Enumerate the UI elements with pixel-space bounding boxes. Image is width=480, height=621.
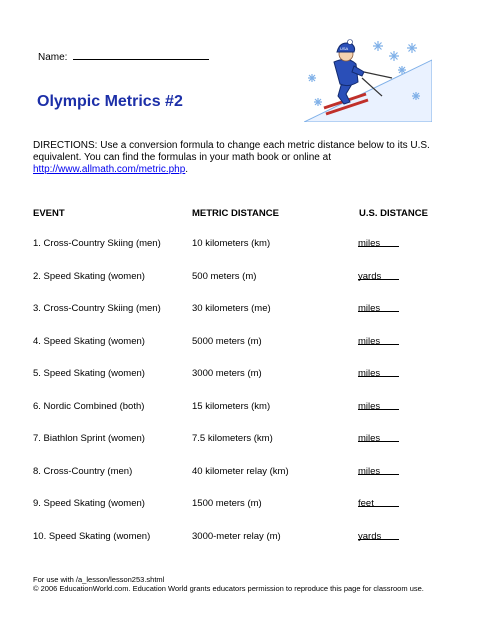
directions-text: DIRECTIONS: Use a conversion formula to change each metric distance below to its U.S. equivalent. You can find the formulas in your math book or online at — [33, 140, 430, 163]
page-title: Olympic Metrics #2 — [37, 93, 183, 110]
hat-text: USA — [340, 46, 349, 51]
table-row — [0, 368, 480, 401]
table-row — [0, 531, 480, 564]
directions-period: . — [185, 164, 189, 175]
header-metric-distance: METRIC DISTANCE — [192, 208, 279, 219]
event-cell: 7. Biathlon Sprint (women) — [33, 433, 145, 444]
allmath-link[interactable]: http://www.allmath.com/metric.php — [33, 164, 186, 175]
table-row — [0, 466, 480, 499]
table-row — [0, 498, 480, 531]
unit-label: miles — [358, 335, 381, 347]
footer-copyright-line: © 2006 EducationWorld.com. Education World grants educators permission to reproduce this page for classroom use. — [33, 584, 424, 593]
header-us-distance: U.S. DISTANCE — [359, 208, 428, 219]
event-cell: 10. Speed Skating (women) — [33, 530, 151, 542]
event-cell: 4. Speed Skating (women) — [33, 335, 145, 347]
skier-icon — [304, 38, 432, 122]
event-cell: 6. Nordic Combined (both) — [33, 400, 145, 412]
table-rows — [0, 238, 480, 563]
unit-label: feet — [358, 498, 374, 509]
table-row — [0, 336, 480, 369]
unit-label: miles — [358, 303, 381, 314]
table-row — [0, 238, 480, 271]
metric-cell: 7.5 kilometers (km) — [192, 433, 273, 444]
unit-label: miles — [358, 368, 381, 379]
metric-cell: 5000 meters (m) — [192, 335, 262, 347]
unit-label: miles — [358, 465, 381, 477]
slope-shape — [304, 60, 432, 122]
metric-cell: 15 kilometers (km) — [192, 400, 271, 412]
metric-cell: 3000-meter relay (m) — [192, 530, 281, 542]
name-blank-line — [73, 50, 209, 60]
event-cell: 1. Cross-Country Skiing (men) — [33, 238, 161, 249]
metric-cell: 40 kilometer relay (km) — [192, 465, 289, 477]
footer-lesson-line: For use with /a_lesson/lesson253.shtml — [33, 575, 165, 584]
unit-label: miles — [358, 238, 381, 249]
event-cell: 3. Cross-Country Skiing (men) — [33, 303, 161, 314]
table-row — [0, 271, 480, 304]
metric-cell: 30 kilometers (me) — [192, 303, 271, 314]
name-row — [38, 50, 209, 63]
table-row — [0, 303, 480, 336]
table-row — [0, 401, 480, 434]
metric-cell: 3000 meters (m) — [192, 368, 262, 379]
event-cell: 9. Speed Skating (women) — [33, 498, 145, 509]
unit-label: miles — [358, 433, 381, 444]
directions-paragraph — [33, 140, 443, 176]
metric-cell: 1500 meters (m) — [192, 498, 262, 509]
table-row — [0, 433, 480, 466]
header-event: EVENT — [33, 208, 65, 219]
unit-label: miles — [358, 400, 381, 412]
name-label: Name: — [38, 52, 68, 63]
unit-label: yards — [358, 530, 382, 542]
unit-label: yards — [358, 270, 382, 282]
footer — [33, 575, 424, 593]
metric-cell: 10 kilometers (km) — [192, 238, 271, 249]
event-cell: 8. Cross-Country (men) — [33, 465, 133, 477]
event-cell: 5. Speed Skating (women) — [33, 368, 145, 379]
skier-clipart — [304, 38, 432, 122]
event-cell: 2. Speed Skating (women) — [33, 270, 145, 282]
metric-cell: 500 meters (m) — [192, 270, 257, 282]
